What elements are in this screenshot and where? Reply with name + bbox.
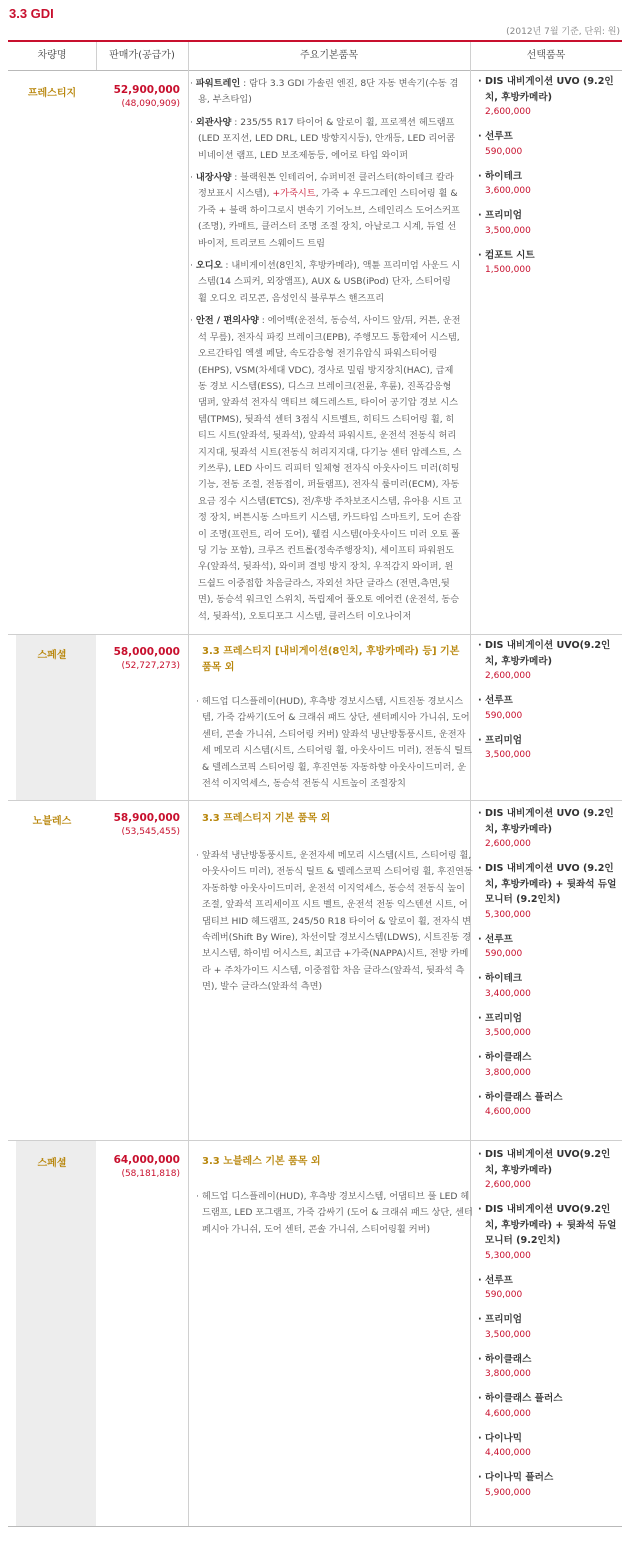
option-item [478, 129, 622, 160]
option-item [478, 208, 622, 239]
option-price: 2,600,000 [485, 671, 531, 681]
option-item [478, 1090, 622, 1121]
option-item [478, 248, 622, 279]
option-price: 3,400,000 [485, 988, 531, 999]
option-item [478, 1011, 622, 1042]
trim-price-table [8, 40, 622, 1532]
sale-price: 58,900,000 [113, 812, 180, 824]
option-price: 5,300,000 [485, 1250, 531, 1261]
basic-item: · 안전 / 편의사양 : 에어백(운전석, 동승석, 사이드 앞/뒤, 커튼, 운전석 무릎), 전자식 파킹 브레이크(EPB), 주행모드 통합제어 시스템, 오르간타입 엑셀 페달, 속도감응형 전기유압식 파워스티어링(EHPS), VSM(차세대 VDC), 경사로 밀림 방지장치(HAC), 급제동 경보 시스템(ESS), 디스크 브레이크(전륜, 후륜), 진폭감응형 댐퍼, 앞좌석 전자식 액티브 헤드레스트, 타이어 공기압 경보 시스템(TPMS), 뒷좌석 센터 3점식 시트벨트, 히티드 스티어링 휠, 히티드 시트(앞좌석, 뒷좌석), 앞좌석 파워시트, 운전석 전동식 허리지지대, 뒷좌석 시트(전동식 허리지지대, 다기능 센터 암레스트, 스키쓰루), LED 사이드 리피터 일체형 전자식 아웃사이드 미러(히팅기능, 전동 조절, 전동접이, 퍼들램프), 전자식 룸미러(ECM), 자동요금 징수 시스템(ETCS), 전/후방 주차보조시스템, 유아용 시트 고정 장치, 버튼시동 스마트키 시스템, 카드타입 스마트키, 도어 손잡이 조명(프런트, 리어 도어), 웰컴 시스템(아웃사이드 미러 오토 폴딩 기능 포함), 크루즈 컨트롤(정속주행장치), 세이프티 파워윈도우(앞좌석, 뒷좌석), 와이퍼 결빙 방지 장치, 우적감지 와이퍼, 윈드쉴드 이중접합 차음글라스, 자외선 차단 글라스 (전면,측면,뒷면), 동승석 워크인 스위치, 독립제어 풀오토 에어컨 (운전석, 동승석, 뒷좌석), 오토디포그 시스템, 클러스터 이오나이저 [190, 315, 462, 622]
option-name: · 다이나믹 [478, 1432, 523, 1444]
basic-items-heading: 3.3 프레스티지 [내비게이션(8인치, 후방카메라) 등] 기본 품목 외 [202, 646, 460, 673]
option-price: 4,600,000 [485, 1107, 531, 1117]
option-name: · 프리미엄 [478, 1314, 523, 1325]
option-name: · 하이테크 [478, 170, 523, 182]
option-price: 2,600,000 [485, 839, 531, 849]
option-price: 590,000 [485, 949, 523, 959]
option-item [478, 1312, 622, 1343]
option-name: · 하이클래스 플러스 [478, 1091, 563, 1103]
option-name: · DIS 내비게이션 UVO(9.2인치, 후방카메라) [478, 1149, 611, 1176]
option-price: 4,400,000 [485, 1448, 531, 1458]
option-item [478, 638, 622, 684]
option-name: · 선루프 [478, 695, 513, 706]
option-price: 3,600,000 [485, 186, 531, 196]
sale-price: 58,000,000 [113, 646, 180, 658]
option-price: 4,600,000 [485, 1408, 531, 1419]
basic-items-heading: 3.3 프레스티지 기본 품목 외 [202, 813, 331, 824]
basic-item: · 오디오 : 내비게이션(8인치, 후방카메라), 액튠 프리미엄 사운드 시스템(14 스피커, 외장앰프), AUX & USB(iPod) 단자, 스티어링 휠 오디오 리모콘, 음성인식 블루투스 핸즈프리 [190, 260, 461, 304]
basic-item-heading: 외관사양 [195, 116, 232, 128]
basic-item-text: 에어백(운전석, 동승석, 사이드 앞/뒤, 커튼, 운전석 무릎), 전자식 파킹 브레이크(EPB), 주행모드 통합제어 시스템, 오르간타입 엑셀 페달, 속도감응형 전기유압식 파워스티어링(EHPS), VSM(차세대 VDC), 경사로 밀림 방지장치(HAC), 급제동 경보 시스템(ESS), 디스크 브레이크(전륜, 후륜), 진폭감응형 댐퍼, 앞좌석 전자식 액티브 헤드레스트, 타이어 공기압 경보 시스템(TPMS), 뒷좌석 센터 3점식 시트벨트, 히티드 스티어링 휠, 히티드 시트(앞좌석, 뒷좌석), 앞좌석 파워시트, 운전석 전동식 허리지지대, 뒷좌석 시트(전동식 허리지지대, 다기능 센터 암레스트, 스키쓰루), LED 사이드 리피터 일체형 전자식 아웃사이드 미러(히팅기능, 전동 조절, 전동접이, 퍼들램프), 전자식 룸미러(ECM), 자동요금 징수 시스템(ETCS), 전/후방 주차보조시스템, 유아용 시트 고정 장치, 버튼시동 스마트키 시스템, 카드타입 스마트키, 도어 손잡이 조명(프런트, 리어 도어), 웰컴 시스템(아웃사이드 미러 오토 폴딩 기능 포함), 크루즈 컨트롤(정속주행장치), 세이프티 파워윈도우(앞좌석, 뒷좌석), 와이퍼 결빙 방지 장치, 우적감지 와이퍼, 윈드쉴드 이중접합 차음글라스, 자외선 차단 글라스 (전면,측면,뒷면), 동승석 워크인 스위치, 독립제어 풀오토 에어컨 (운전석, 동승석, 뒷좌석), 오토디포그 시스템, 클러스터 이오나이저 [198, 315, 462, 622]
option-price: 5,900,000 [485, 1487, 531, 1498]
header-basic: 주요기본품목 [300, 50, 358, 61]
option-name: · 프리미엄 [478, 210, 523, 221]
basic-item: · 외관사양 : 235/55 R17 타이어 & 알로이 휠, 프로젝션 헤드램프(LED 포지션, LED DRL, LED 방향지시등), 안개등, LED 리어콤비네이션 램프, LED 보조제동등, 에어로 타입 와이퍼 [190, 116, 456, 161]
option-price: 3,500,000 [485, 750, 531, 760]
basic-items-text: · 헤드업 디스플레이(HUD), 후측방 경보시스템, 어댑티브 풀 LED 헤드램프, LED 포그램프, 가죽 감싸기 (도어 & 크래쉬 패드 상단, 센터페시아 가니쉬, 도어 센터, 콘솔 가니쉬, 스티어링휠 커버) [196, 1191, 473, 1235]
column-divider [96, 42, 97, 70]
option-price: 590,000 [485, 1290, 523, 1300]
header-options: 선택품목 [526, 50, 566, 61]
option-price: 3,800,000 [485, 1067, 531, 1078]
trim-name: 스페셜 [37, 1158, 67, 1169]
basic-item-text: 람다 3.3 GDI 가솔린 엔진, 8단 자동 변속기(수동 겸용, 부츠타입) [198, 78, 459, 106]
basic-items-list [190, 76, 462, 631]
header-trim: 차량명 [37, 50, 67, 61]
basic-item: · 내장사양 : 블랙원톤 인테리어, 슈퍼비전 클러스터(하이테크 칼라 정보표시 시스템), +가죽시트, 가죽 + 우드그레인 스티어링 휠 & 가죽 + 블랙 하이그로시 변속기 기어노브, 스테인리스 도어스커프(조명), 카매트, 클러스터 조명 조절 장치, 아날로그 시계, 듀얼 선바이저, 트리코트 스웨이드 트림 [190, 172, 460, 249]
row-divider [8, 634, 622, 635]
option-price: 3,500,000 [485, 1329, 531, 1340]
option-name: · 하이클래스 [478, 1353, 532, 1365]
option-price: 3,500,000 [485, 1028, 531, 1038]
basic-item-heading: 안전 / 편의사양 [195, 315, 259, 327]
row-divider [8, 1140, 622, 1141]
column-divider [188, 42, 189, 1526]
option-price: 5,300,000 [485, 909, 531, 920]
option-item [478, 1391, 622, 1422]
supply-price: (52,727,273) [121, 661, 180, 671]
basic-item-text: , 가죽 + 우드그레인 스티어링 휠 & 가죽 + 블랙 하이그로시 변속기 기어노브, 스테인리스 도어스커프(조명), 카매트, 클러스터 조명 조절 장치, 아날로그 시계, 듀얼 선바이저, 트리코트 스웨이드 트림 [198, 188, 460, 249]
sale-price: 64,000,000 [113, 1154, 180, 1166]
option-item [478, 1273, 622, 1304]
option-item [478, 1352, 622, 1383]
option-name: · DIS 내비게이션 UVO (9.2인치, 후방카메라) [478, 76, 614, 103]
options-list [478, 1147, 622, 1510]
option-name: · 하이테크 [478, 973, 523, 984]
basic-item-text: 235/55 R17 타이어 & 알로이 휠, 프로젝션 헤드램프(LED 포지션, LED DRL, LED 방향지시등), 안개등, LED 리어콤비네이션 램프, LED 보조제동등, 에어로 타입 와이퍼 [198, 116, 456, 161]
option-name: · 선루프 [478, 933, 513, 945]
trim-name: 스페셜 [37, 650, 67, 661]
supply-price: (48,090,909) [121, 99, 180, 109]
option-item [478, 861, 622, 923]
options-list [478, 74, 622, 287]
table-header [8, 42, 622, 71]
trim-name: 노블레스 [32, 816, 72, 827]
option-item [478, 693, 622, 724]
option-name: · 프리미엄 [478, 1012, 523, 1024]
option-item [478, 971, 622, 1002]
option-item [478, 1470, 622, 1501]
supply-price: (53,545,455) [121, 827, 180, 837]
option-price: 3,500,000 [485, 225, 531, 236]
price-basis-note: (2012년 7월 기준, 단위: 원) [506, 27, 620, 37]
option-item [478, 169, 622, 200]
trim-name: 프레스티지 [27, 88, 77, 99]
basic-item-text: 블랙원톤 인테리어, 슈퍼비전 클러스터(하이테크 칼라 정보표시 시스템), [198, 172, 454, 200]
basic-items-text: · 헤드업 디스플레이(HUD), 후측방 경보시스템, 시트진동 경보시스템, 가죽 감싸기(도어 & 크래쉬 패드 상단, 센터페시아 가니쉬, 도어 센터, 콘솔 가니쉬, 스티어링 커버) 앞좌석 냉난방통풍시트, 운전자세 메모리 시스템(시트, 스티어링 휠, 아웃사이드 미러), 전동식 틸트 & 텔레스코픽 스티어링 휠, 후진연동 자동하향 아웃사이드미러, 운전석 이지억세스, 동승석 전동식 시트높이 조절장치 [196, 696, 473, 790]
row-divider [8, 800, 622, 801]
highlight-text: +가죽시트 [272, 188, 316, 200]
option-name: · 하이클래스 [478, 1052, 532, 1063]
header-price: 판매가(공급가) [109, 50, 175, 61]
basic-item: · 파워트레인 : 람다 3.3 GDI 가솔린 엔진, 8단 자동 변속기(수동 겸용, 부츠타입) [190, 78, 459, 106]
options-list [478, 638, 622, 772]
option-item [478, 1050, 622, 1081]
option-price: 2,600,000 [485, 1180, 531, 1190]
option-name: · DIS 내비게이션 UVO(9.2인치, 후방카메라) [478, 640, 611, 667]
basic-items-heading: 3.3 노블레스 기본 품목 외 [202, 1156, 321, 1167]
option-name: · DIS 내비게이션 UVO (9.2인치, 후방카메라) [478, 808, 614, 835]
option-price: 590,000 [485, 710, 523, 721]
supply-price: (58,181,818) [121, 1169, 180, 1179]
option-item [478, 932, 622, 963]
table-bottom-border [8, 1526, 622, 1527]
trim-cell-background [16, 1140, 96, 1526]
option-name: · 선루프 [478, 131, 513, 142]
option-name: · 다이나믹 플러스 [478, 1472, 554, 1483]
option-price: 3,800,000 [485, 1369, 531, 1379]
option-price: 2,600,000 [485, 107, 531, 117]
sale-price: 52,900,000 [113, 84, 180, 96]
page-title: 3.3 GDI [9, 6, 54, 21]
options-list [478, 806, 622, 1129]
basic-item-heading: 파워트레인 [195, 78, 241, 89]
option-name: · DIS 내비게이션 UVO(9.2인치, 후방카메라) + 뒷좌석 듀얼 모니터 (9.2인치) [478, 1204, 617, 1246]
basic-item-heading: 오디오 [195, 260, 223, 272]
option-item [478, 733, 622, 764]
option-name: · DIS 내비게이션 UVO (9.2인치, 후방카메라) + 뒷좌석 듀얼 모니터 (9.2인치) [478, 863, 617, 905]
basic-items-text: · 앞좌석 냉난방통풍시트, 운전자세 메모리 시스템(시트, 스티어링 휠, 아웃사이드 미러), 전동식 틸트 & 텔레스코픽 스티어링 휠, 후진연동 자동하향 아웃사이드미러, 운전석 이지억세스, 동승석 전동식 높이 조절, 앞좌석 프리세이프 시트 벨트, 운전석 전동 익스텐션 시트, 어댑티브 HID 헤드램프, 245/50 R18 타이어 & 알로이 휠, 전자식 변속레버(Shift By Wire), 차선이탈 경보시스템(LDWS), 시트진동 경보시스템, 하이빔 어시스트, 최고급 +가죽(NAPPA)시트, 전방 카메라 + 주차가이드 시스템, 이중접합 차음 글라스(앞좌석, 뒷좌석 측면), 발수 글라스(앞좌석 측면) [196, 850, 473, 993]
option-item [478, 1147, 622, 1193]
option-price: 590,000 [485, 146, 523, 157]
basic-item-heading: 내장사양 [195, 172, 232, 184]
option-name: · 컴포트 시트 [478, 249, 535, 261]
option-price: 1,500,000 [485, 265, 531, 275]
option-item [478, 74, 622, 120]
option-item [478, 806, 622, 852]
option-name: · 하이클래스 플러스 [478, 1393, 563, 1404]
option-name: · 프리미엄 [478, 734, 523, 746]
basic-item-text: 내비게이션(8인치, 후방카메라), 액튠 프리미엄 사운드 시스템(14 스피커, 외장앰프), AUX & USB(iPod) 단자, 스티어링 휠 오디오 리모콘, 음성인식 블루투스 핸즈프리 [198, 260, 461, 304]
option-name: · 선루프 [478, 1274, 513, 1286]
option-item [478, 1431, 622, 1462]
option-item [478, 1202, 622, 1264]
